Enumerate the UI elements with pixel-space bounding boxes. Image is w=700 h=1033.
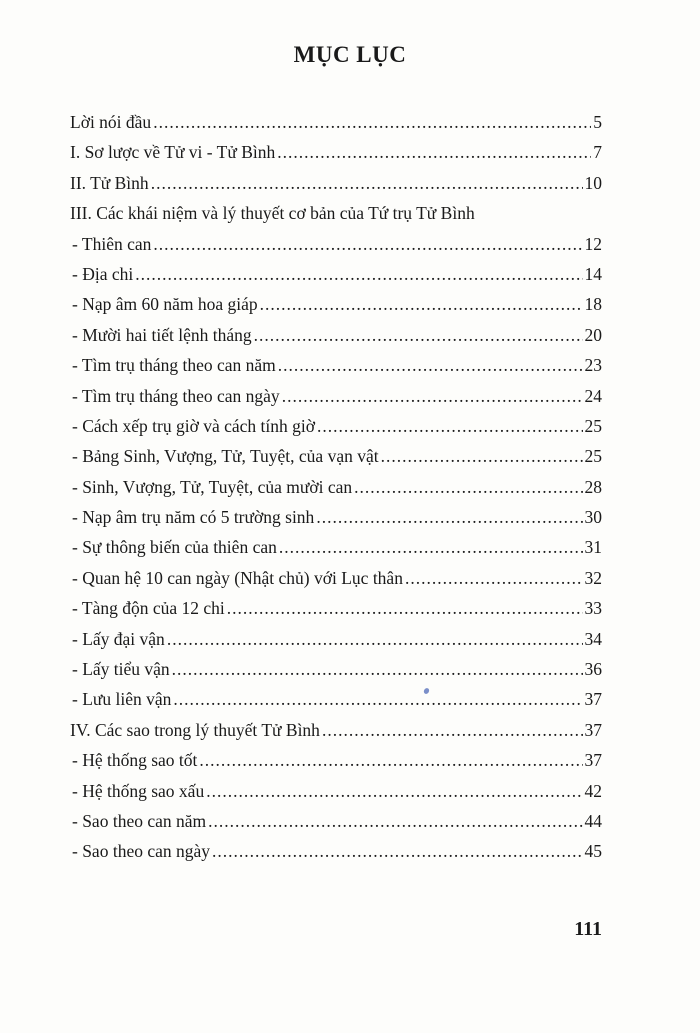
toc-entry-label: - Quan hệ 10 can ngày (Nhật chủ) với Lục thân	[72, 567, 403, 588]
toc-entry-page: 7	[593, 142, 602, 163]
toc-entry	[70, 568, 602, 598]
toc-entry	[70, 659, 602, 689]
toc-entry	[70, 234, 602, 264]
toc-entry	[70, 781, 602, 811]
dot-leader	[199, 750, 582, 771]
dot-leader	[208, 811, 582, 832]
toc-entry-label: IV. Các sao trong lý thuyết Tử Bình	[70, 719, 320, 740]
toc-entry-label: - Cách xếp trụ giờ và cách tính giờ	[72, 415, 316, 436]
toc-entry-label: - Địa chi	[72, 263, 134, 284]
dot-leader	[381, 446, 583, 467]
toc-entry-page: 25	[584, 415, 602, 436]
toc-entry	[70, 203, 602, 233]
toc-entry	[70, 811, 602, 841]
toc-entry-label: - Tìm trụ tháng theo can năm	[72, 355, 276, 376]
toc-entry-page: 32	[584, 567, 602, 588]
dot-leader	[317, 416, 582, 437]
toc-entry	[70, 841, 602, 871]
toc-entry	[70, 416, 602, 446]
dot-leader	[405, 568, 583, 589]
toc-entry-label: - Tìm trụ tháng theo can ngày	[72, 385, 280, 406]
toc-entry-page: 45	[584, 841, 602, 862]
toc-entry	[70, 386, 602, 416]
dot-leader	[227, 598, 583, 619]
toc-entry	[70, 477, 602, 507]
dot-leader	[212, 841, 582, 862]
toc-entry-page: 5	[593, 112, 602, 132]
toc-entry	[70, 173, 602, 203]
toc-entry-page: 23	[584, 355, 602, 376]
dot-leader	[278, 355, 583, 376]
toc-entry-page: 12	[584, 233, 602, 254]
toc-entry	[70, 446, 602, 476]
toc-entry	[70, 294, 602, 324]
toc-entry-label: Lời nói đầu	[70, 112, 152, 132]
dot-leader	[206, 781, 582, 802]
toc-entry	[70, 689, 602, 719]
dot-leader	[282, 386, 583, 407]
dot-leader	[172, 659, 583, 680]
toc-entry-label: - Sao theo can năm	[72, 810, 207, 831]
toc-entry-page: 10	[584, 172, 602, 193]
dot-leader	[277, 142, 591, 163]
toc-entry-page: 24	[584, 385, 602, 406]
dot-leader	[316, 507, 582, 528]
toc-entry-page: 28	[584, 476, 602, 497]
toc-entry-label: - Nạp âm 60 năm hoa giáp	[72, 294, 258, 315]
toc-entry-page: 20	[584, 324, 602, 345]
toc-entry	[70, 355, 602, 385]
toc-entry	[70, 264, 602, 294]
dot-leader	[354, 477, 582, 498]
toc-entry-label: III. Các khái niệm và lý thuyết cơ bản của Tứ trụ Tử Bình	[70, 203, 475, 224]
dot-leader	[173, 689, 582, 710]
toc-entry-page: 37	[584, 689, 602, 710]
toc-entry-label: - Lấy tiểu vận	[72, 659, 170, 680]
toc-entry-label: - Mười hai tiết lệnh tháng	[72, 324, 252, 345]
toc-entry	[70, 720, 602, 750]
toc-entry-label: - Sinh, Vượng, Tử, Tuyệt, của mười can	[72, 476, 353, 497]
dot-leader	[260, 294, 583, 315]
toc-entry-label: - Lấy đại vận	[72, 628, 165, 649]
toc-entry-page: 37	[584, 750, 602, 771]
toc-entry-page: 30	[584, 507, 602, 528]
toc-entry	[70, 750, 602, 780]
toc-entry-page: 18	[584, 294, 602, 315]
toc-entry-label: II. Tử Bình	[70, 172, 149, 193]
dot-leader	[153, 234, 582, 255]
dot-leader	[167, 629, 583, 650]
toc-entry-label: - Lưu liên vận	[72, 689, 172, 710]
toc-entry-label: - Sự thông biến của thiên can	[72, 537, 277, 558]
toc-entry-page: 44	[584, 810, 602, 831]
toc-entry	[70, 537, 602, 567]
dot-leader	[279, 537, 583, 558]
toc-entry-label: - Nạp âm trụ năm có 5 trường sinh	[72, 507, 315, 528]
table-of-contents	[70, 112, 602, 872]
toc-entry	[70, 598, 602, 628]
dot-leader	[151, 173, 583, 194]
toc-entry	[70, 629, 602, 659]
toc-entry-page: 42	[584, 780, 602, 801]
toc-entry-page: 37	[584, 719, 602, 740]
toc-entry-page: 33	[584, 598, 602, 619]
page-title: MỤC LỤC	[293, 42, 407, 67]
toc-entry	[70, 325, 602, 355]
toc-entry-label: - Sao theo can ngày	[72, 841, 211, 862]
toc-entry-page: 34	[584, 628, 602, 649]
toc-entry-page: 36	[584, 659, 602, 680]
dot-leader	[254, 325, 583, 346]
toc-entry-label: - Hệ thống sao tốt	[72, 750, 198, 771]
toc-entry	[70, 507, 602, 537]
toc-entry-page: 14	[584, 263, 602, 284]
dot-leader	[153, 112, 591, 133]
toc-entry-label: - Tàng độn của 12 chi	[72, 598, 225, 619]
toc-entry-label: I. Sơ lược về Tử vi - Tử Bình	[70, 142, 276, 163]
toc-entry-page: 31	[584, 537, 602, 558]
toc-entry-label: - Thiên can	[72, 233, 152, 254]
toc-entry	[70, 112, 602, 142]
toc-entry-page: 25	[584, 446, 602, 467]
toc-entry-label: - Hệ thống sao xấu	[72, 780, 205, 801]
toc-entry-label: - Bảng Sinh, Vượng, Tử, Tuyệt, của vạn vật	[72, 446, 379, 467]
toc-entry	[70, 142, 602, 172]
dot-leader	[135, 264, 582, 285]
dot-leader	[322, 720, 583, 741]
page-number: 111	[574, 918, 602, 940]
